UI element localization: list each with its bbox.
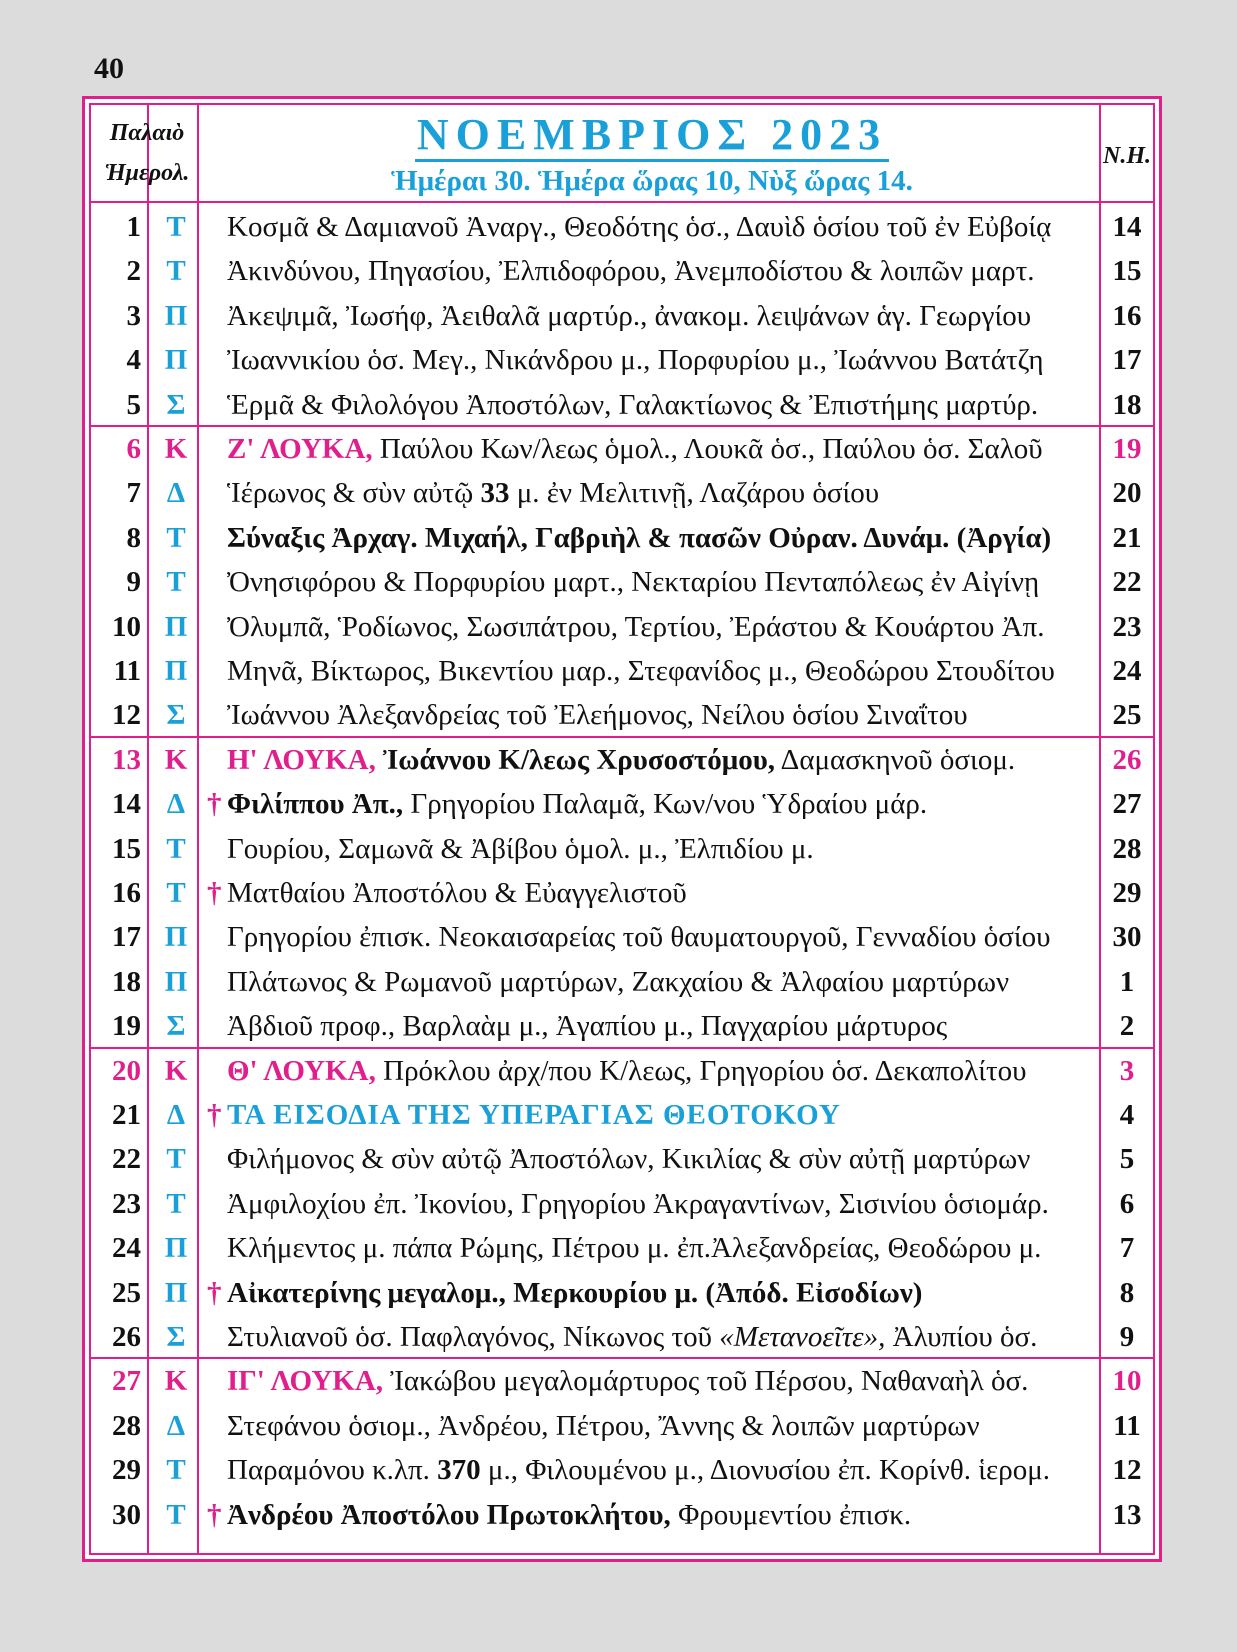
day-description xyxy=(227,1004,1097,1048)
new-calendar-day: 30 xyxy=(1112,921,1142,954)
day-number: 29 xyxy=(112,1454,141,1487)
description-part: Κλήμεντος μ. πάπα Ρώμης, Πέτρου μ. ἐπ.Ἀλεξανδρείας, Θεοδώρου μ. xyxy=(227,1232,1042,1265)
day-description xyxy=(227,249,1097,293)
day-number: 26 xyxy=(112,1321,141,1353)
description-part: Πλάτωνος & Ρωμανοῦ μαρτύρων, Ζακχαίου & Ἀλφαίου μαρτύρων xyxy=(227,965,1010,998)
description-text xyxy=(227,1359,1028,1403)
day-number: 21 xyxy=(112,1099,141,1131)
day-row xyxy=(91,605,1153,650)
day-description xyxy=(227,1448,1097,1492)
day-description xyxy=(227,1404,1097,1448)
weekday-letter: Π xyxy=(164,655,188,687)
description-part: Ἀβδιοῦ προφ., Βαρλαὰμ μ., Ἀγαπίου μ., Παγχαρίου μάρτυρος xyxy=(227,1010,948,1043)
day-number: 24 xyxy=(112,1232,141,1265)
day-description xyxy=(227,1093,1097,1137)
description-text xyxy=(227,1182,1049,1226)
day-description xyxy=(227,1182,1097,1226)
day-number: 25 xyxy=(112,1276,141,1309)
day-number: 5 xyxy=(126,388,141,421)
day-number: 28 xyxy=(112,1409,141,1442)
day-number: 10 xyxy=(112,610,141,643)
weekday-letter: Δ xyxy=(166,477,186,510)
description-text xyxy=(227,294,1031,338)
description-part: Φιλήμονος & σὺν αὐτῷ Ἀποστόλων, Κικιλίας & σὺν αὐτῇ μαρτύρων xyxy=(227,1143,1031,1176)
day-description xyxy=(227,427,1097,471)
weekday-letter: Τ xyxy=(166,521,186,554)
day-row xyxy=(91,1271,1153,1316)
weekday-letter: Π xyxy=(164,965,188,998)
description-text xyxy=(227,560,1039,604)
month-title xyxy=(205,109,1099,160)
description-text xyxy=(227,249,1034,293)
day-number: 30 xyxy=(112,1498,141,1531)
new-calendar-day: 22 xyxy=(1112,566,1142,599)
description-text xyxy=(227,1493,911,1537)
feast-cross-icon: † xyxy=(207,1498,222,1531)
day-row xyxy=(91,782,1153,827)
day-description xyxy=(227,915,1097,959)
new-calendar-day: 25 xyxy=(1112,699,1142,732)
day-number: 12 xyxy=(112,699,141,732)
new-calendar-day: 6 xyxy=(1119,1187,1135,1220)
new-calendar-day: 29 xyxy=(1112,877,1142,909)
day-row xyxy=(91,338,1153,383)
day-description xyxy=(227,338,1097,382)
weekday-letter: Π xyxy=(164,1232,188,1265)
description-text xyxy=(227,338,1044,382)
description-part: «Μετανοεῖτε», xyxy=(719,1321,886,1353)
new-calendar-day: 15 xyxy=(1112,255,1142,288)
description-part: Ἀκινδύνου, Πηγασίου, Ἐλπιδοφόρου, Ἀνεμποδίστου & λοιπῶν μαρτ. xyxy=(227,255,1035,288)
day-description xyxy=(227,738,1097,782)
new-calendar-day: 27 xyxy=(1112,788,1142,821)
day-description xyxy=(227,693,1097,737)
weekday-letter: Τ xyxy=(166,877,186,909)
description-text xyxy=(227,827,814,871)
description-part: Φρουμεντίου ἐπισκ. xyxy=(670,1498,912,1531)
weekday-letter: Τ xyxy=(166,1143,186,1176)
description-part: Σύναξις Ἀρχαγ. Μιχαήλ, Γαβριὴλ & πασῶν Οὐραν. Δυνάμ. (Ἀργία) xyxy=(227,521,1052,554)
new-calendar-day: 12 xyxy=(1112,1454,1142,1487)
new-calendar-day: 28 xyxy=(1112,832,1142,865)
description-part: Παύλου Κων/λεως ὁμολ., Λουκᾶ ὁσ., Παύλου ὁσ. Σαλοῦ xyxy=(372,433,1043,465)
description-text xyxy=(227,1004,947,1048)
day-description xyxy=(227,294,1097,338)
day-number: 27 xyxy=(112,1365,141,1398)
weekday-letter: Τ xyxy=(166,1454,186,1487)
description-text xyxy=(227,1271,922,1315)
day-description xyxy=(227,1137,1097,1181)
weekday-letter: Κ xyxy=(164,1365,188,1398)
new-calendar-day: 13 xyxy=(1112,1498,1142,1531)
day-description xyxy=(227,1226,1097,1270)
day-row xyxy=(91,915,1153,960)
day-row xyxy=(91,1049,1153,1094)
description-part: Ἑρμᾶ & Φιλολόγου Ἀποστόλων, Γαλακτίωνος & Ἐπιστήμης μαρτύρ. xyxy=(227,388,1039,421)
day-number: 16 xyxy=(112,877,141,909)
weekday-letter: Τ xyxy=(166,1187,186,1220)
day-row xyxy=(91,1182,1153,1227)
new-calendar-day: 1 xyxy=(1119,965,1135,998)
description-part: Παραμόνου κ.λπ. xyxy=(227,1454,438,1487)
weekday-letter: Δ xyxy=(166,788,186,821)
description-part: Κοσμᾶ & Δαμιανοῦ Ἀναργ., Θεοδότης ὁσ., Δαυὶδ ὁσίου τοῦ ἐν Εὐβοίᾳ xyxy=(227,211,1052,243)
description-part: Ἱέρωνος & σὺν αὐτῷ xyxy=(227,477,481,510)
description-part: Ἀνδρέου Ἀποστόλου Πρωτοκλήτου, xyxy=(227,1498,671,1531)
day-row xyxy=(91,471,1153,516)
weekday-letter: Τ xyxy=(166,1498,186,1531)
day-row xyxy=(91,516,1153,561)
weekday-letter: Τ xyxy=(166,255,186,288)
description-text xyxy=(227,693,968,737)
description-part: ΤΑ ΕΙΣΟΔΙΑ ΤΗΣ ΥΠΕΡΑΓΙΑΣ ΘΕΟΤΟΚΟΥ xyxy=(227,1099,841,1131)
description-text xyxy=(227,471,879,515)
day-description xyxy=(227,782,1097,826)
day-number: 11 xyxy=(113,655,141,687)
new-calendar-day: 4 xyxy=(1119,1099,1135,1131)
description-part: Δαμασκηνοῦ ὁσιομ. xyxy=(775,743,1016,776)
weekday-letter: Σ xyxy=(166,388,186,421)
description-text xyxy=(227,871,687,915)
page-number: 40 xyxy=(94,52,124,85)
description-part: Γρηγορίου ἐπισκ. Νεοκαισαρείας τοῦ θαυματουργοῦ, Γενναδίου ὁσίου xyxy=(227,921,1051,954)
description-text xyxy=(227,605,1044,649)
description-text xyxy=(227,1226,1041,1270)
description-text xyxy=(227,1093,841,1137)
new-calendar-day: 14 xyxy=(1112,211,1142,243)
day-row xyxy=(91,383,1153,428)
weekday-letter: Τ xyxy=(166,211,186,243)
weekday-letter: Δ xyxy=(166,1099,186,1131)
description-part: Θ' ΛΟΥΚΑ, xyxy=(227,1054,376,1087)
weekday-letter: Σ xyxy=(166,1010,186,1043)
day-number: 23 xyxy=(112,1187,141,1220)
day-number: 22 xyxy=(112,1143,141,1176)
description-part: Πρόκλου ἀρχ/που Κ/λεως, Γρηγορίου ὁσ. Δεκαπολίτου xyxy=(375,1054,1027,1087)
calendar-frame xyxy=(82,96,1162,1562)
weekday-letter: Κ xyxy=(164,743,188,776)
day-description xyxy=(227,649,1097,693)
new-calendar-day: 21 xyxy=(1112,521,1142,554)
day-number: 14 xyxy=(112,788,141,821)
description-part: ΙΓ' ΛΟΥΚΑ, xyxy=(227,1365,384,1398)
new-calendar-day: 10 xyxy=(1112,1365,1142,1398)
week-divider xyxy=(91,1047,1153,1049)
day-description xyxy=(227,383,1097,427)
day-number: 19 xyxy=(112,1010,141,1043)
day-number: 18 xyxy=(112,965,141,998)
day-number: 7 xyxy=(126,477,141,510)
description-text xyxy=(227,782,927,826)
day-description xyxy=(227,1315,1097,1359)
day-row xyxy=(91,1448,1153,1493)
description-text xyxy=(227,738,1015,782)
day-row xyxy=(91,1093,1153,1138)
day-number: 13 xyxy=(112,743,141,776)
calendar-table xyxy=(89,103,1155,1555)
day-description xyxy=(227,1049,1097,1093)
description-text xyxy=(227,649,1055,693)
old-calendar-label-1: Παλαιὸ xyxy=(109,120,185,146)
description-part: μ., Φιλουμένου μ., Διονυσίου ἐπ. Κορίνθ. ἱερομ. xyxy=(480,1454,1051,1487)
description-text xyxy=(227,205,1051,249)
description-part: Ματθαίου Ἀποστόλου & Εὐαγγελιστοῦ xyxy=(227,877,687,909)
day-number: 20 xyxy=(112,1054,141,1087)
new-calendar-day: 9 xyxy=(1119,1321,1135,1353)
day-description xyxy=(227,1271,1097,1315)
day-row xyxy=(91,560,1153,605)
day-description xyxy=(227,1359,1097,1403)
week-divider xyxy=(91,1357,1153,1359)
new-calendar-day: 24 xyxy=(1112,655,1142,687)
description-text xyxy=(227,915,1050,959)
day-description xyxy=(227,516,1097,560)
weekday-letter: Π xyxy=(164,344,188,377)
day-row xyxy=(91,960,1153,1005)
description-text xyxy=(227,1315,1037,1359)
day-row xyxy=(91,1359,1153,1404)
description-part: Ἰωαννικίου ὁσ. Μεγ., Νικάνδρου μ., Πορφυρίου μ., Ἰωάννου Βατάτζη xyxy=(227,344,1044,377)
day-row xyxy=(91,427,1153,472)
day-row xyxy=(91,1226,1153,1271)
week-divider xyxy=(91,425,1153,427)
description-part: Ἰωάννου Κ/λεως Χρυσοστόμου, xyxy=(375,743,776,776)
new-calendar-header: Ν.Η. xyxy=(1103,143,1151,169)
description-text xyxy=(227,427,1043,471)
header-divider xyxy=(91,201,1153,203)
weekday-letter: Π xyxy=(164,1276,188,1309)
description-text xyxy=(227,1137,1030,1181)
description-part: Η' ΛΟΥΚΑ, xyxy=(227,743,376,776)
day-number: 2 xyxy=(126,255,141,288)
day-description xyxy=(227,471,1097,515)
new-calendar-day: 17 xyxy=(1112,344,1142,377)
description-part: μ. ἐν Μελιτινῇ, Λαζάρου ὁσίου xyxy=(509,477,880,510)
day-row xyxy=(91,294,1153,339)
day-description xyxy=(227,827,1097,871)
description-part: Ἀλυπίου ὁσ. xyxy=(885,1321,1038,1353)
day-description xyxy=(227,605,1097,649)
day-row xyxy=(91,871,1153,916)
description-text xyxy=(227,1049,1027,1093)
description-part: Γρηγορίου Παλαμᾶ, Κων/νου Ὑδραίου μάρ. xyxy=(403,788,928,821)
day-number: 1 xyxy=(126,211,141,243)
day-row xyxy=(91,205,1153,250)
day-number: 15 xyxy=(112,832,141,865)
new-calendar-day: 7 xyxy=(1119,1232,1135,1265)
week-divider xyxy=(91,736,1153,738)
description-part: Στυλιανοῦ ὁσ. Παφλαγόνος, Νίκωνος τοῦ xyxy=(227,1321,720,1353)
new-calendar-day: 8 xyxy=(1119,1276,1135,1309)
weekday-letter: Π xyxy=(164,299,188,332)
weekday-letter: Σ xyxy=(166,699,186,732)
feast-cross-icon: † xyxy=(207,1276,222,1309)
day-row xyxy=(91,1493,1153,1538)
description-part: Ἀμφιλοχίου ἐπ. Ἰκονίου, Γρηγορίου Ἀκραγαντίνων, Σισινίου ὁσιομάρ. xyxy=(227,1187,1049,1220)
new-calendar-day: 3 xyxy=(1119,1054,1135,1087)
new-calendar-day: 19 xyxy=(1112,433,1142,465)
weekday-letter: Τ xyxy=(166,832,186,865)
month-subtitle: Ἡμέραι 30. Ἡμέρα ὥρας 10, Νὺξ ὥρας 14. xyxy=(391,165,913,197)
day-row xyxy=(91,1404,1153,1449)
day-number: 6 xyxy=(126,433,141,465)
weekday-letter: Τ xyxy=(166,566,186,599)
description-text xyxy=(227,1404,980,1448)
description-part: Στεφάνου ὁσιομ., Ἀνδρέου, Πέτρου, Ἄννης & λοιπῶν μαρτύρων xyxy=(227,1409,980,1442)
day-row xyxy=(91,649,1153,694)
day-description xyxy=(227,560,1097,604)
day-description xyxy=(227,871,1097,915)
new-calendar-day: 5 xyxy=(1119,1143,1135,1176)
day-row xyxy=(91,827,1153,872)
new-calendar-day: 18 xyxy=(1112,388,1142,421)
day-number: 4 xyxy=(126,344,141,377)
new-calendar-day: 11 xyxy=(1113,1409,1141,1442)
day-row xyxy=(91,738,1153,783)
day-description xyxy=(227,1493,1097,1537)
description-part: Ἀκεψιμᾶ, Ἰωσήφ, Ἀειθαλᾶ μαρτύρ., ἀνακομ. λειψάνων ἁγ. Γεωργίου xyxy=(227,299,1032,332)
new-calendar-day: 20 xyxy=(1112,477,1142,510)
old-calendar-label-2: Ἡμερολ. xyxy=(104,160,190,186)
weekday-letter: Π xyxy=(164,921,188,954)
day-row xyxy=(91,693,1153,738)
month-title-text: ΝΟΕΜΒΡΙΟΣ 2023 xyxy=(415,110,889,162)
day-description xyxy=(227,205,1097,249)
description-text xyxy=(227,383,1038,427)
day-number: 17 xyxy=(112,921,141,954)
new-calendar-day: 2 xyxy=(1119,1010,1135,1043)
description-text xyxy=(227,1448,1050,1492)
description-part: Ζ' ΛΟΥΚΑ, xyxy=(227,433,373,465)
description-part: 370 xyxy=(437,1454,481,1487)
weekday-letter: Δ xyxy=(166,1409,186,1442)
description-part: Γουρίου, Σαμωνᾶ & Ἀβίβου ὁμολ. μ., Ἐλπιδίου μ. xyxy=(227,832,814,865)
day-number: 8 xyxy=(126,521,141,554)
feast-cross-icon: † xyxy=(207,1099,222,1131)
description-part: Φιλίππου Ἀπ., xyxy=(227,788,404,821)
old-calendar-header xyxy=(91,113,203,193)
feast-cross-icon: † xyxy=(207,877,222,909)
description-part: Ἰακώβου μεγαλομάρτυρος τοῦ Πέρσου, Ναθαναὴλ ὁσ. xyxy=(383,1365,1029,1398)
feast-cross-icon: † xyxy=(207,788,222,821)
day-row xyxy=(91,1315,1153,1360)
description-text xyxy=(227,516,1051,560)
weekday-letter: Σ xyxy=(166,1321,186,1353)
new-calendar-day: 26 xyxy=(1112,743,1142,776)
day-number: 9 xyxy=(126,566,141,599)
description-part: Ἰωάννου Ἀλεξανδρείας τοῦ Ἐλεήμονος, Νείλου ὁσίου Σιναΐτου xyxy=(227,699,968,732)
description-part: Ὀνησιφόρου & Πορφυρίου μαρτ., Νεκταρίου Πενταπόλεως ἐν Αἰγίνῃ xyxy=(227,566,1040,599)
day-row xyxy=(91,1137,1153,1182)
weekday-letter: Κ xyxy=(164,1054,188,1087)
weekday-letter: Π xyxy=(164,610,188,643)
weekday-letter: Κ xyxy=(164,433,188,465)
new-calendar-day: 23 xyxy=(1112,610,1142,643)
day-number: 3 xyxy=(126,299,141,332)
day-description xyxy=(227,960,1097,1004)
description-text xyxy=(227,960,1009,1004)
description-part: 33 xyxy=(480,477,510,510)
description-part: Μηνᾶ, Βίκτωρος, Βικεντίου μαρ., Στεφανίδος μ., Θεοδώρου Στουδίτου xyxy=(227,655,1055,687)
description-part: Αἰκατερίνης μεγαλομ., Μερκουρίου μ. (Ἀπόδ. Εἰσοδίων) xyxy=(227,1276,923,1309)
day-row xyxy=(91,1004,1153,1049)
description-part: Ὀλυμπᾶ, Ῥοδίωνος, Σωσιπάτρου, Τερτίου, Ἐράστου & Κουάρτου Ἀπ. xyxy=(227,610,1045,643)
new-calendar-day: 16 xyxy=(1112,299,1142,332)
day-row xyxy=(91,249,1153,294)
